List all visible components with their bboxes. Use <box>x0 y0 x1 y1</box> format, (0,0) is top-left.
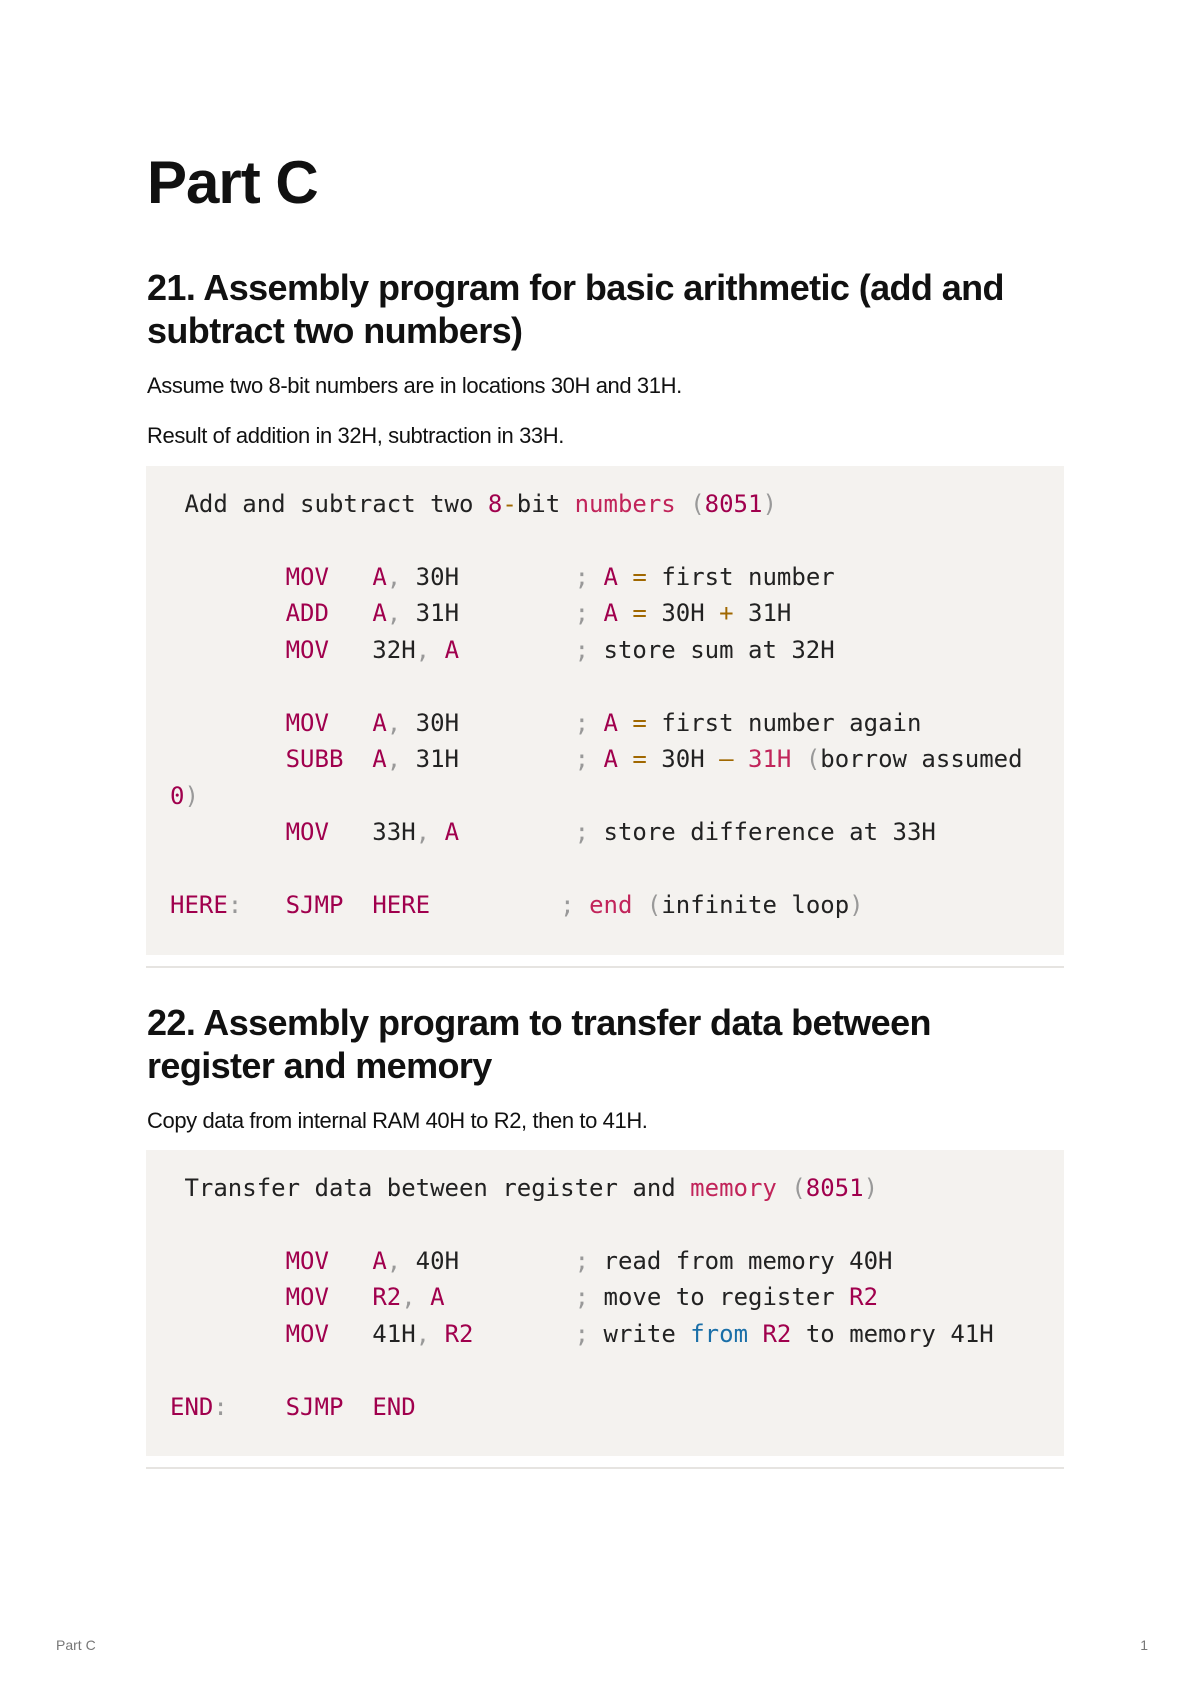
page-number: 1 <box>1140 1637 1148 1653</box>
code-line: END: SJMP END <box>170 1393 416 1421</box>
code-line: MOV 33H, A ; store difference at 33H <box>285 818 936 846</box>
code-line: MOV A, 30H ; A = first number again <box>285 709 922 737</box>
section-divider <box>146 966 1064 968</box>
code-line: MOV A, 40H ; read from memory 40H <box>285 1247 893 1275</box>
page-title: Part C <box>147 149 318 216</box>
section-21-paragraph-2: Result of addition in 32H, subtraction in 33H. <box>147 423 564 448</box>
code-line: MOV R2, A ; move to register R2 <box>285 1283 879 1311</box>
code-block-arithmetic <box>146 466 1064 955</box>
section-divider <box>146 1467 1064 1469</box>
code-line: Transfer data between register and memory (8051) <box>170 1174 879 1202</box>
code-line: 0) <box>170 782 199 810</box>
footer-title: Part C <box>56 1637 96 1653</box>
code-block-transfer <box>146 1150 1064 1456</box>
section-21-paragraph-1: Assume two 8-bit numbers are in locations 30H and 31H. <box>147 373 682 398</box>
code-line: MOV 41H, R2 ; write from R2 to memory 41H <box>285 1320 994 1348</box>
code-line: ADD A, 31H ; A = 30H + 31H <box>285 599 792 627</box>
section-22-paragraph-1: Copy data from internal RAM 40H to R2, then to 41H. <box>147 1108 648 1133</box>
code-line: MOV 32H, A ; store sum at 32H <box>285 636 835 664</box>
section-22-heading: 22. Assembly program to transfer data between register and memory <box>147 1002 931 1086</box>
code-line: SUBB A, 31H ; A = 30H – 31H (borrow assumed <box>285 745 1023 773</box>
code-line: MOV A, 30H ; A = first number <box>285 563 835 591</box>
section-21-heading: 21. Assembly program for basic arithmetic (add and subtract two numbers) <box>147 267 1004 351</box>
code-line: HERE: SJMP HERE ; end (infinite loop) <box>170 891 864 919</box>
code-line: Add and subtract two 8-bit numbers (8051) <box>170 490 777 518</box>
